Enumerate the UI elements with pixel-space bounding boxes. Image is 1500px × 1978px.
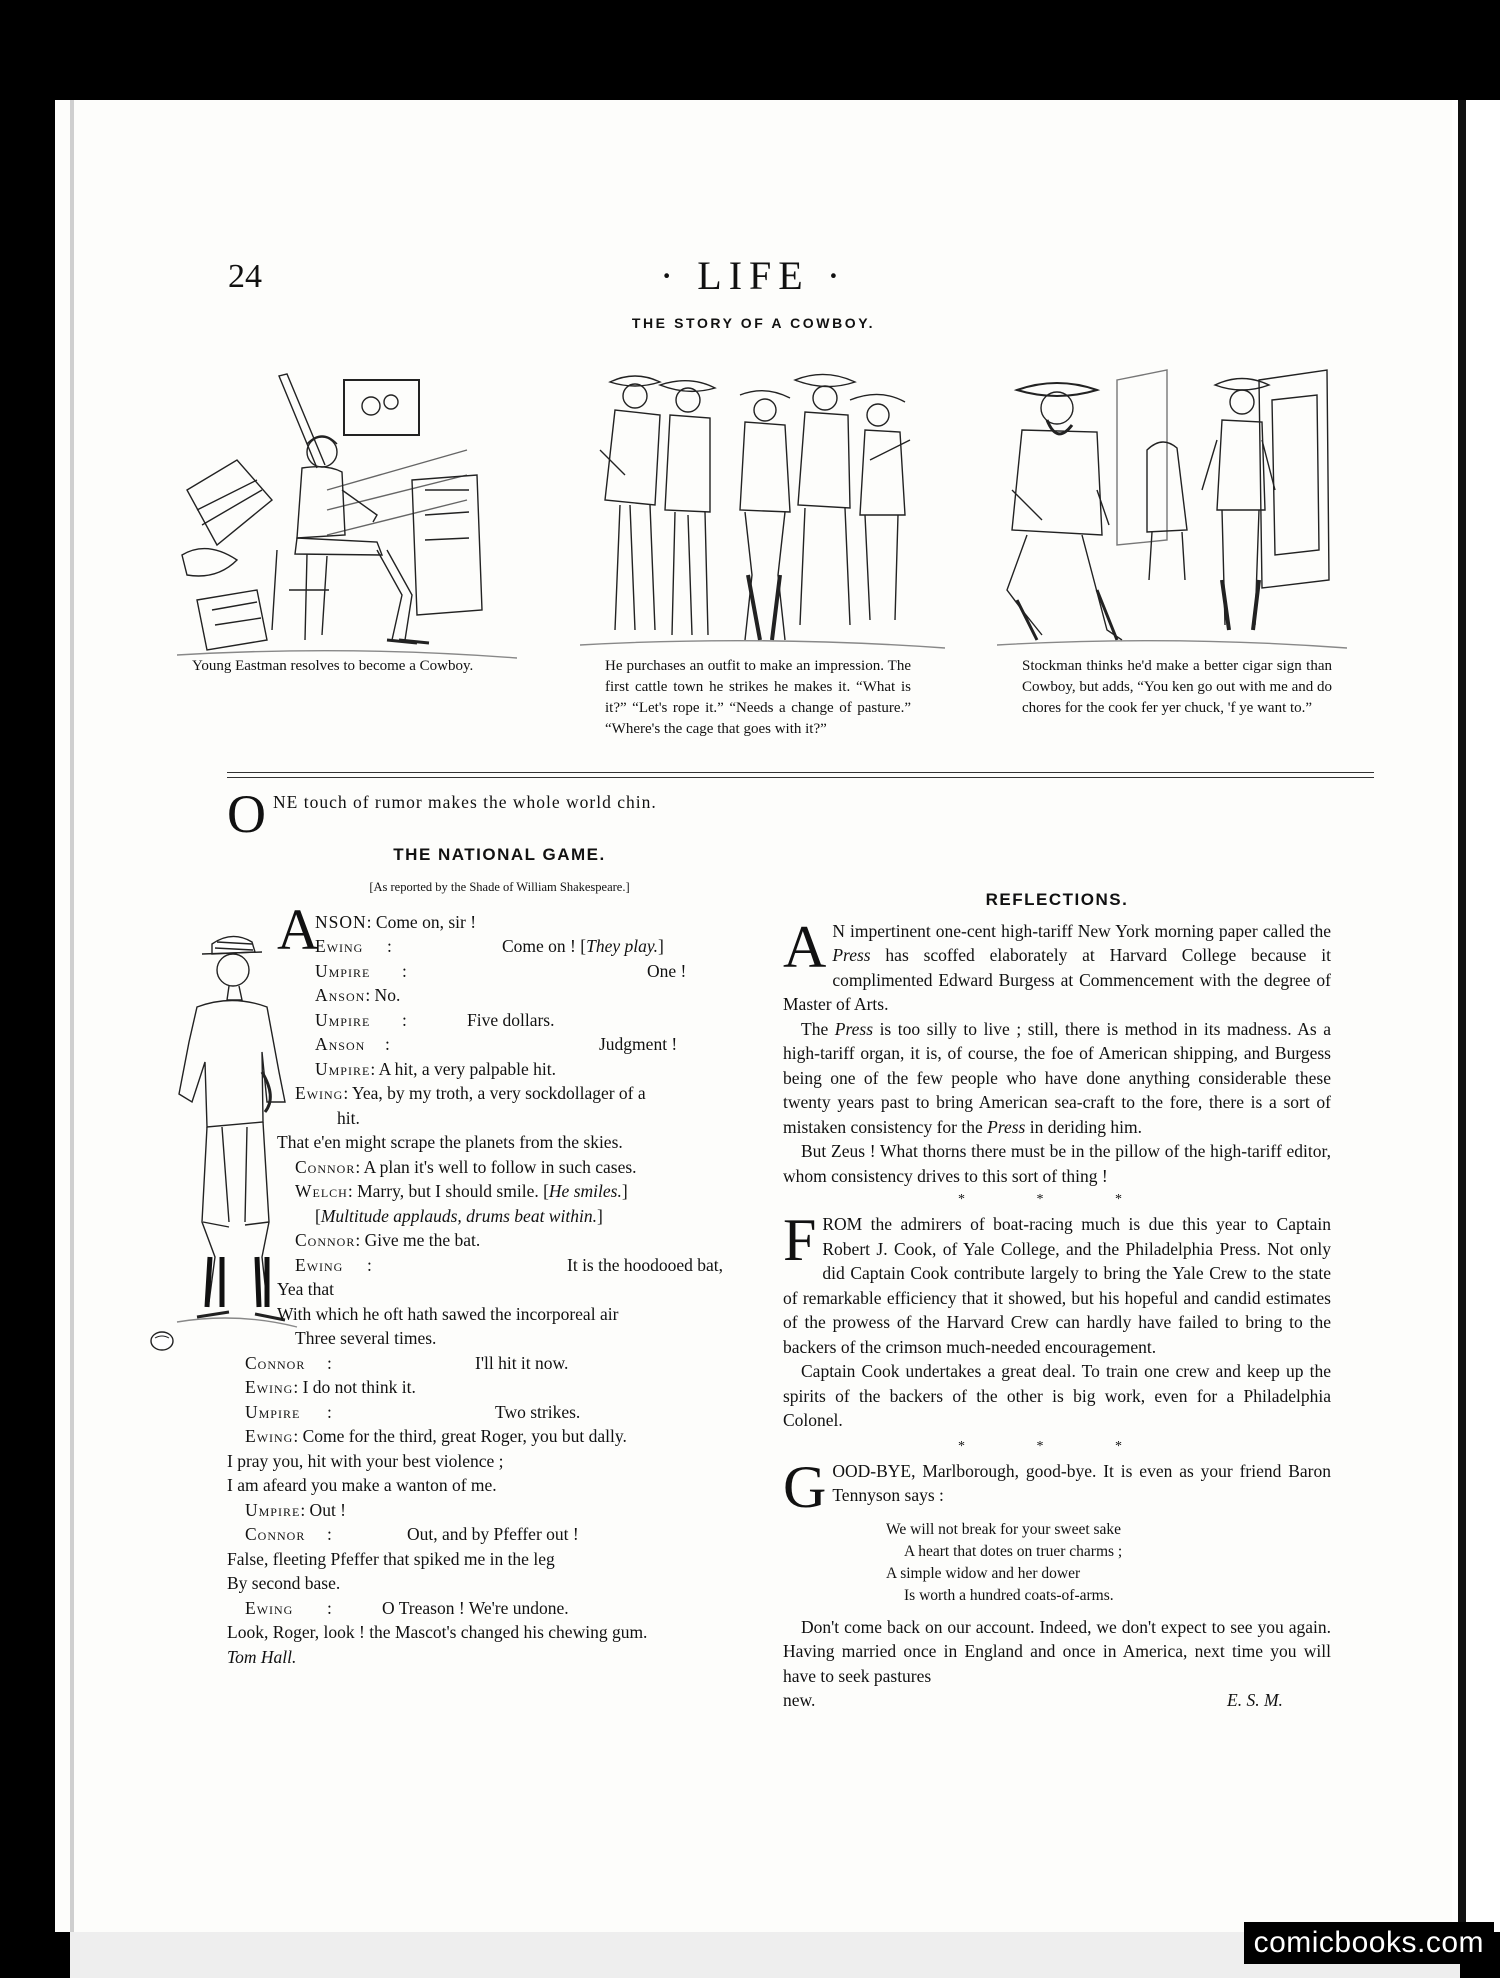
reflections-title: REFLECTIONS. — [985, 890, 1129, 909]
magazine-page — [55, 100, 1452, 1932]
game-note: [As reported by the Shade of William Shakespeare.] — [369, 880, 630, 894]
verse-line: Look, Roger, look ! the Mascot's changed his chewing gum. — [227, 1622, 648, 1642]
verse-signature: Tom Hall. — [227, 1646, 297, 1667]
tennyson-quote — [886, 1519, 1331, 1607]
verse-line: Ewing: Come for the third, great Roger, you but dally. — [245, 1426, 627, 1446]
closing-paragraph: Don't come back on our account. Indeed, we don't expect to see you again. Having married once in England and once in America, next time you will have to seek pastures — [783, 1616, 1331, 1686]
verse-line: Anson: No. — [315, 985, 401, 1005]
verse-line: Umpire : Five dollars. — [315, 1009, 555, 1030]
verse-line: Ewing : It is the hoodooed bat, — [295, 1254, 724, 1275]
adjacent-page-edge — [1452, 100, 1500, 1932]
poem-line: A heart that dotes on truer charms ; — [904, 1542, 1123, 1560]
verse-line: With which he oft hath sawed the incorporeal air — [277, 1303, 619, 1324]
marlborough-paragraph: GOOD-BYE, Marlborough, good-bye. It is even as your friend Baron Tennyson says : — [783, 1453, 1331, 1520]
closing-line: new. E. S. M. — [783, 1688, 1331, 1713]
baseball-icon — [149, 1330, 175, 1352]
panel-caption-3: Stockman thinks he'd make a better cigar sign than Cowboy, but adds, “You ken go out with me and do chores for the cook fer yer chuck, 'f ye want to.” — [1022, 658, 1332, 716]
right-column — [783, 890, 1331, 1713]
page-number: 24 — [228, 258, 262, 295]
verse-line: Umpire: Out ! — [245, 1499, 347, 1520]
verse-line: Umpire : One ! — [315, 960, 687, 981]
author-signature: E. S. M. — [1227, 1690, 1283, 1710]
verse-line: A NSON: Come on, sir ! — [277, 896, 477, 962]
poem-line: A simple widow and her dower — [886, 1564, 1081, 1582]
verse-line: That e'en might scrape the planets from the skies. — [277, 1132, 623, 1152]
masthead: · LIFE · — [659, 253, 848, 298]
verse-line: Yea that — [277, 1279, 335, 1299]
divider-rule — [227, 772, 1374, 773]
verse-line: Umpire: A hit, a very palpable hit. — [315, 1058, 556, 1079]
verse-line: False, fleeting Pfeffer that spiked me in the leg — [227, 1548, 555, 1569]
boat-racing-paragraph: FROM the admirers of boat-racing much is due this year to Captain Robert J. Cook, of Yale College, and the Philadelphia Press. Not only did Captain Cook contribute largely to bring the Yale Crew to the state of remarkable efficiency that it showed, but his hopeful and candid estimates of the prowess of the Harvard Crew can hardly have failed to bring to the backers of the crimson much-needed encouragement. — [783, 1207, 1331, 1357]
verse-line: hit. — [337, 1107, 360, 1128]
verse-line: By second base. — [227, 1573, 341, 1593]
divider-rule — [227, 777, 1374, 778]
captain-cook-paragraph: Captain Cook undertakes a great deal. To train one crew and keep up the spirits of the backers of the other is big work, even for a Philadelphia Colonel. — [783, 1361, 1331, 1430]
verse-line: Connor : Out, and by Pfeffer out ! — [245, 1524, 579, 1544]
section-separator: * * * — [958, 1438, 1156, 1454]
cartoon-panel-stockman — [997, 340, 1347, 665]
verse-line: Three several times. — [295, 1328, 437, 1348]
epigram: ONE touch of rumor makes the whole world chin. — [227, 784, 657, 844]
reflections-paragraph-3: But Zeus ! What thorns there must be in the pillow of the high-tariff editor, whom consistency drives to this sort of thing ! — [783, 1141, 1331, 1186]
verse-line: Anson : Judgment ! — [315, 1034, 678, 1054]
panel-caption-1: Young Eastman resolves to become a Cowboy. — [192, 658, 474, 674]
watermark-logo: comicbooks.com — [1244, 1922, 1494, 1964]
verse-line: Ewing: I do not think it. — [245, 1377, 416, 1397]
poem-line: We will not break for your sweet sake — [886, 1520, 1122, 1538]
verse-line: I am afeard you make a wanton of me. — [227, 1475, 497, 1495]
verse-line: Umpire : Two strikes. — [245, 1401, 581, 1422]
poem-line: Is worth a hundred coats-of-arms. — [904, 1586, 1114, 1604]
page-edge — [70, 100, 74, 1932]
verse-line: Welch: Marry, but I should smile. [He smiles.] — [295, 1181, 628, 1201]
section-separator: * * * — [958, 1192, 1156, 1207]
panel-caption-2: He purchases an outfit to make an impression. The first cattle town he strikes he makes it. “What is it?” “Let's rope it.” “Needs a change of pasture.” “Where's the cage that goes with it?” — [605, 658, 911, 737]
reflections-paragraph-1: A N impertinent one-cent high-tariff New York morning paper called the Press has scoffed elaborately at Harvard College because it complimented Edward Burgess at Commencement with the degree of Master of Arts. — [783, 913, 1331, 1014]
cartoon-panel-eastman — [177, 340, 517, 665]
strip-title: THE STORY OF A COWBOY. — [631, 315, 876, 331]
left-column — [227, 784, 772, 1705]
verse-line: Connor: A plan it's well to follow in such cases. — [295, 1156, 637, 1177]
verse-line: Ewing : O Treason ! We're undone. — [245, 1597, 569, 1618]
game-title: THE NATIONAL GAME. — [393, 844, 606, 864]
verse-line: Connor: Give me the bat. — [295, 1230, 481, 1250]
verse-line: Ewing: Yea, by my troth, a very sockdollager of a — [295, 1083, 646, 1103]
verse-line: Connor : I'll hit it now. — [245, 1352, 569, 1373]
verse-line: Ewing : Come on ! [They play.] — [315, 936, 664, 956]
verse-line: [Multitude applauds, drums beat within.] — [315, 1205, 603, 1226]
game-verse — [227, 896, 772, 1705]
verse-line: I pray you, hit with your best violence ; — [227, 1450, 504, 1471]
cartoon-panel-cowboys — [580, 340, 945, 665]
reflections-paragraph-2: The Press is too silly to live ; still, there is method in its madness. As a high-tariff organ, it is, of course, the foe of American shipping, and Burgess being one of the few people who have done anything considerable these twenty years past to bring American sea-craft to the fore, there is a sort of mistaken consistency for the Press in deriding him. — [783, 1018, 1331, 1137]
